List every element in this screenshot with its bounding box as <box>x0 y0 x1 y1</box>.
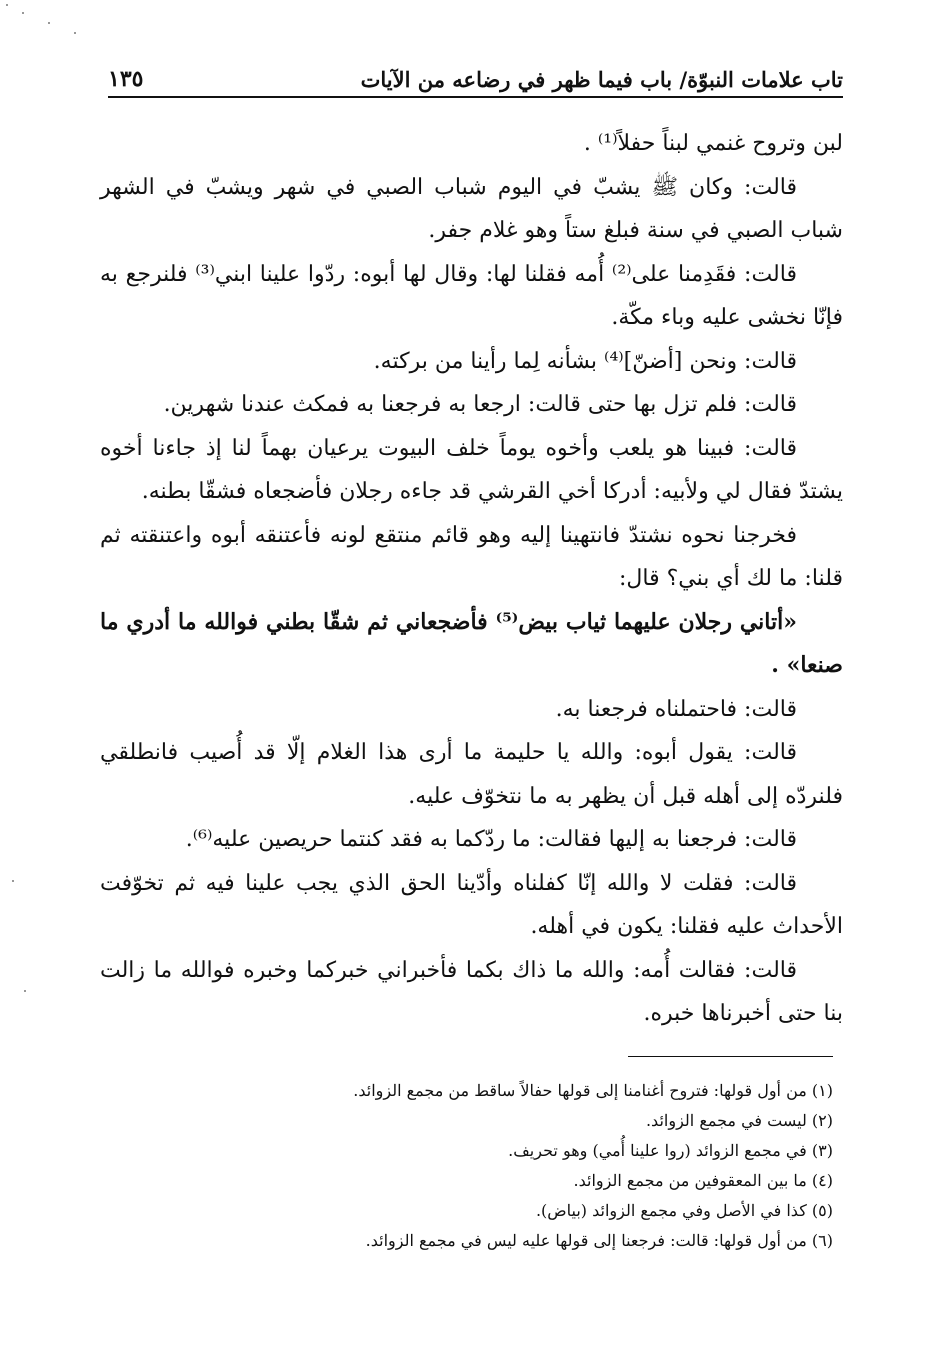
scan-speck <box>22 12 24 14</box>
scan-speck <box>24 990 26 992</box>
scan-speck <box>12 880 14 882</box>
paragraph: لبن وتروح غنمي لبناً حفلاً⁽¹⁾ . <box>583 131 843 156</box>
footnotes <box>150 1076 833 1256</box>
paragraph: فخرجنا نحوه نشتدّ فانتهينا إليه وهو قائم منتقع لونه فأعتنقه أبوه واعتنقته ثم قلنا: ما لك أي بني؟ قال: <box>100 522 843 591</box>
paragraph: قالت: فلم تزل بها حتى قالت: ارجعا به فرجعنا به فمكث عندنا شهرين. <box>163 392 797 417</box>
paragraph: قالت: فاحتملناه فرجعنا به. <box>555 696 797 722</box>
main-text <box>100 122 843 1036</box>
scan-speck <box>6 4 8 6</box>
paragraph: قالت: فقلت لا والله إنّا كفلناه وأدّينا الحق الذي يجب علينا فيه ثم تخوّفت الأحداث عليه فقلنا: يكون في أهله. <box>100 870 843 939</box>
footnote: (٦) من أول قولها: قالت: فرجعنا إلى قولها عليه ليس في مجمع الزوائد. <box>365 1231 833 1250</box>
footnote: (٤) ما بين المعقوفين من مجمع الزوائد. <box>573 1171 833 1190</box>
footnote: (٢) ليست في مجمع الزوائد. <box>645 1111 833 1130</box>
footnote: (١) من أول قولها: فتروح أغنامنا إلى قولها حفالاً ساقط من مجمع الزوائد. <box>353 1081 833 1100</box>
footnote: (٣) في مجمع الزوائد (روا علينا أُمي) وهو تحريف. <box>508 1141 833 1160</box>
footnote: (٥) كذا في الأصل وفي مجمع الزوائد (بياض). <box>535 1201 833 1220</box>
page-header <box>108 52 843 98</box>
scan-speck <box>48 22 50 24</box>
paragraph: قالت: ونحن [أضنّ]⁽⁴⁾ بشأنه لِما رأينا من بركته. <box>373 348 797 374</box>
paragraph: قالت: وكان ﷺ يشبّ في اليوم شباب الصبي في شهر ويشبّ في الشهر شباب الصبي في سنة فبلغ ستاً وهو غلام جفر. <box>100 174 843 243</box>
paragraph: قالت: فقَدِمنا على⁽²⁾ أُمه فقلنا لها: وقال لها أبوه: ردّوا علينا ابني⁽³⁾ فلنرجع به فإنّا نخشى عليه وباء مكّة. <box>100 261 843 330</box>
page-number: ١٣٥ <box>108 66 144 92</box>
paragraph: قالت: فرجعنا به إليها فقالت: ما ردّكما به فقد كنتما حريصين عليه⁽⁶⁾. <box>185 827 797 852</box>
footnote-divider <box>628 1056 833 1057</box>
paragraph: قالت: فقالت أُمه: والله ما ذاك بكما فأخبراني خبركما وخبره فوالله ما زالت بنا حتى أخبرناها خبره. <box>100 957 843 1026</box>
scan-speck <box>74 32 76 34</box>
running-title: تاب علامات النبوّة/ باب فيما ظهر في رضاعه من الآيات <box>360 67 843 92</box>
paragraph: قالت: فبينا هو يلعب وأخوه يوماً خلف البيوت يرعيان بهماً لنا إذ جاءنا أخوه يشتدّ فقال لي ولأبيه: أدركا أخي القرشي قد جاءه رجلان فأضجعاه فشقّا بطنه. <box>100 435 843 504</box>
hadith-quote: «أتاني رجلان عليهما ثياب بيض⁽⁵⁾ فأضجعاني ثم شقّا بطني فوالله ما أدري ما صنعا» . <box>100 608 843 678</box>
paragraph: قالت: يقول أبوه: والله يا حليمة ما أرى هذا الغلام إلّا قد أُصيب فانطلقي فلنردّه إلى أهله قبل أن يظهر به ما نتخوّف عليه. <box>100 740 843 809</box>
